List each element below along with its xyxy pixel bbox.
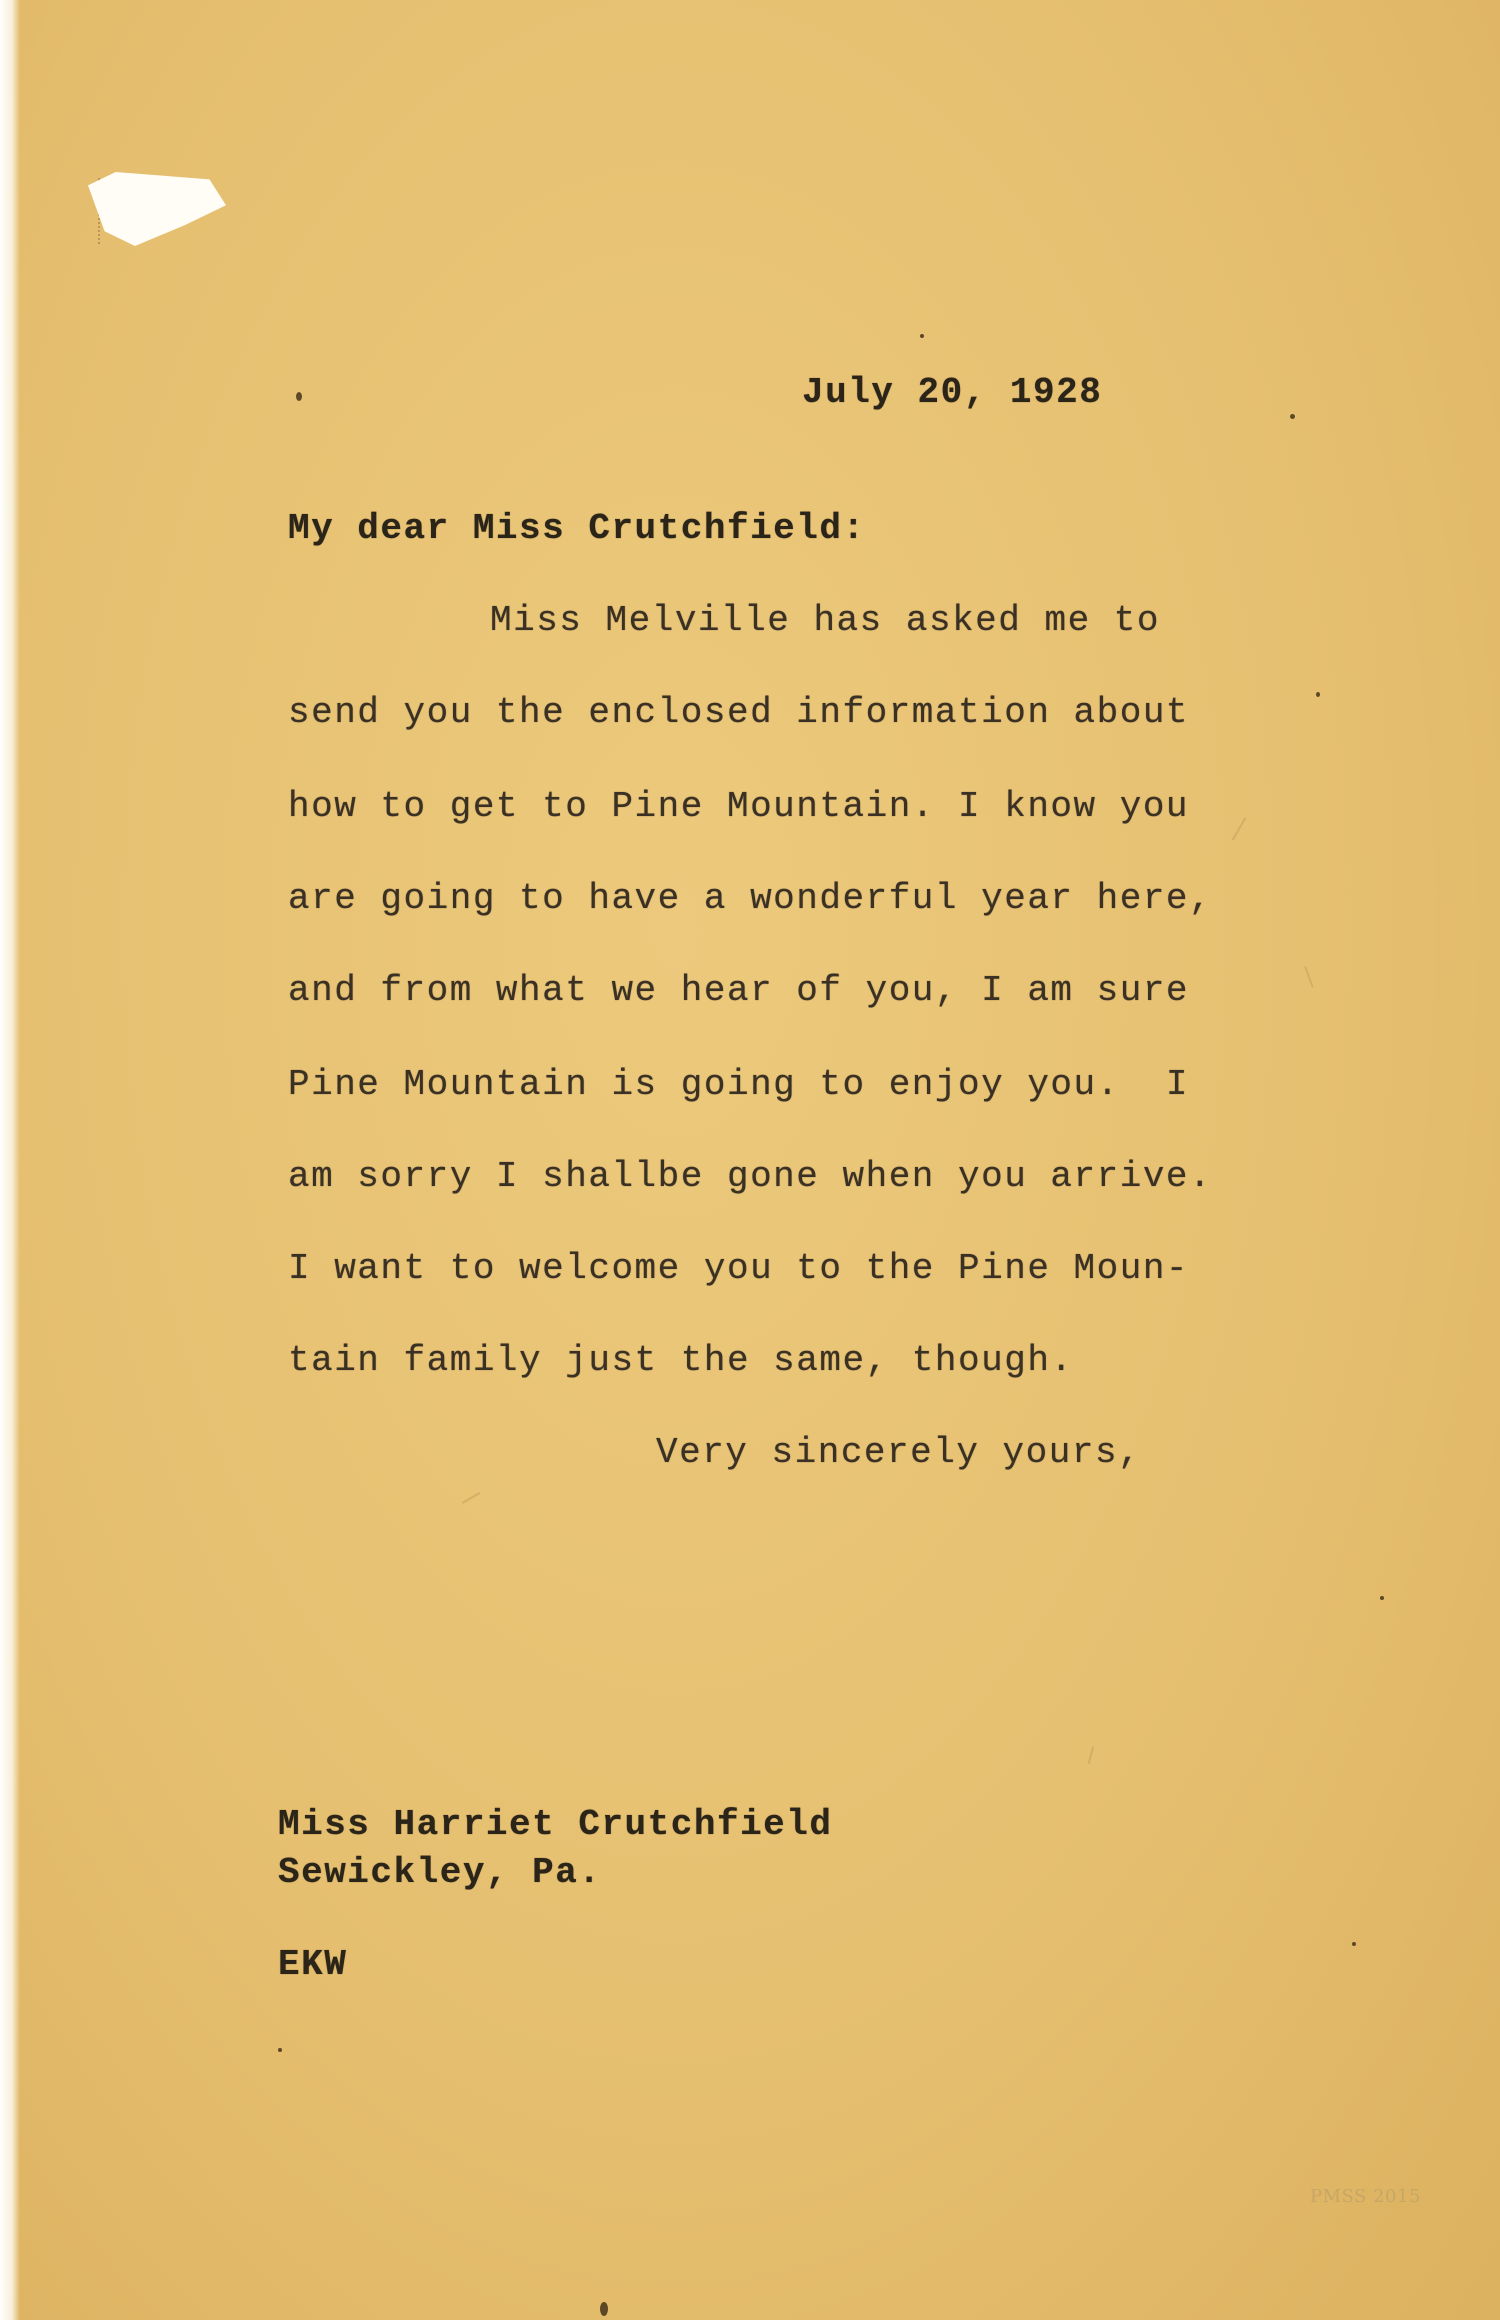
recipient-location: Sewickley, Pa. [278,1852,602,1893]
body-line: am sorry I shallbe gone when you arrive. [288,1156,1213,1197]
paper-speck [278,2048,282,2052]
body-line: tain family just the same, though. [288,1340,1074,1381]
body-line: send you the enclosed information about [288,692,1190,733]
typist-initials: EKW [278,1944,348,1985]
letter-date: July 20, 1928 [802,372,1103,413]
recipient-name: Miss Harriet Crutchfield [278,1804,833,1845]
paper-speck [920,334,924,338]
salutation: My dear Miss Crutchfield: [288,508,866,549]
punch-hole [88,172,226,246]
body-line: are going to have a wonderful year here, [288,878,1213,919]
closing: Very sincerely yours, [656,1432,1142,1473]
paper-speck [1352,1942,1356,1946]
paper-speck [1290,414,1295,419]
body-line: Pine Mountain is going to enjoy you. I [288,1064,1190,1105]
body-line: I want to welcome you to the Pine Moun- [288,1248,1190,1289]
body-line: Miss Melville has asked me to [490,600,1161,641]
paper-edge [0,0,20,2320]
paper-fiber [1232,817,1247,841]
paper-speck [1380,1596,1384,1600]
paper-fiber [1304,966,1313,987]
archive-watermark: PMSS 2015 [1310,2186,1421,2207]
paper-speck [296,392,302,401]
body-line: how to get to Pine Mountain. I know you [288,786,1190,827]
paper-fiber [462,1492,480,1504]
body-line: and from what we hear of you, I am sure [288,970,1190,1011]
paper-fiber [1088,1746,1095,1764]
paper-speck [1316,692,1320,697]
paper-speck [600,2302,608,2316]
